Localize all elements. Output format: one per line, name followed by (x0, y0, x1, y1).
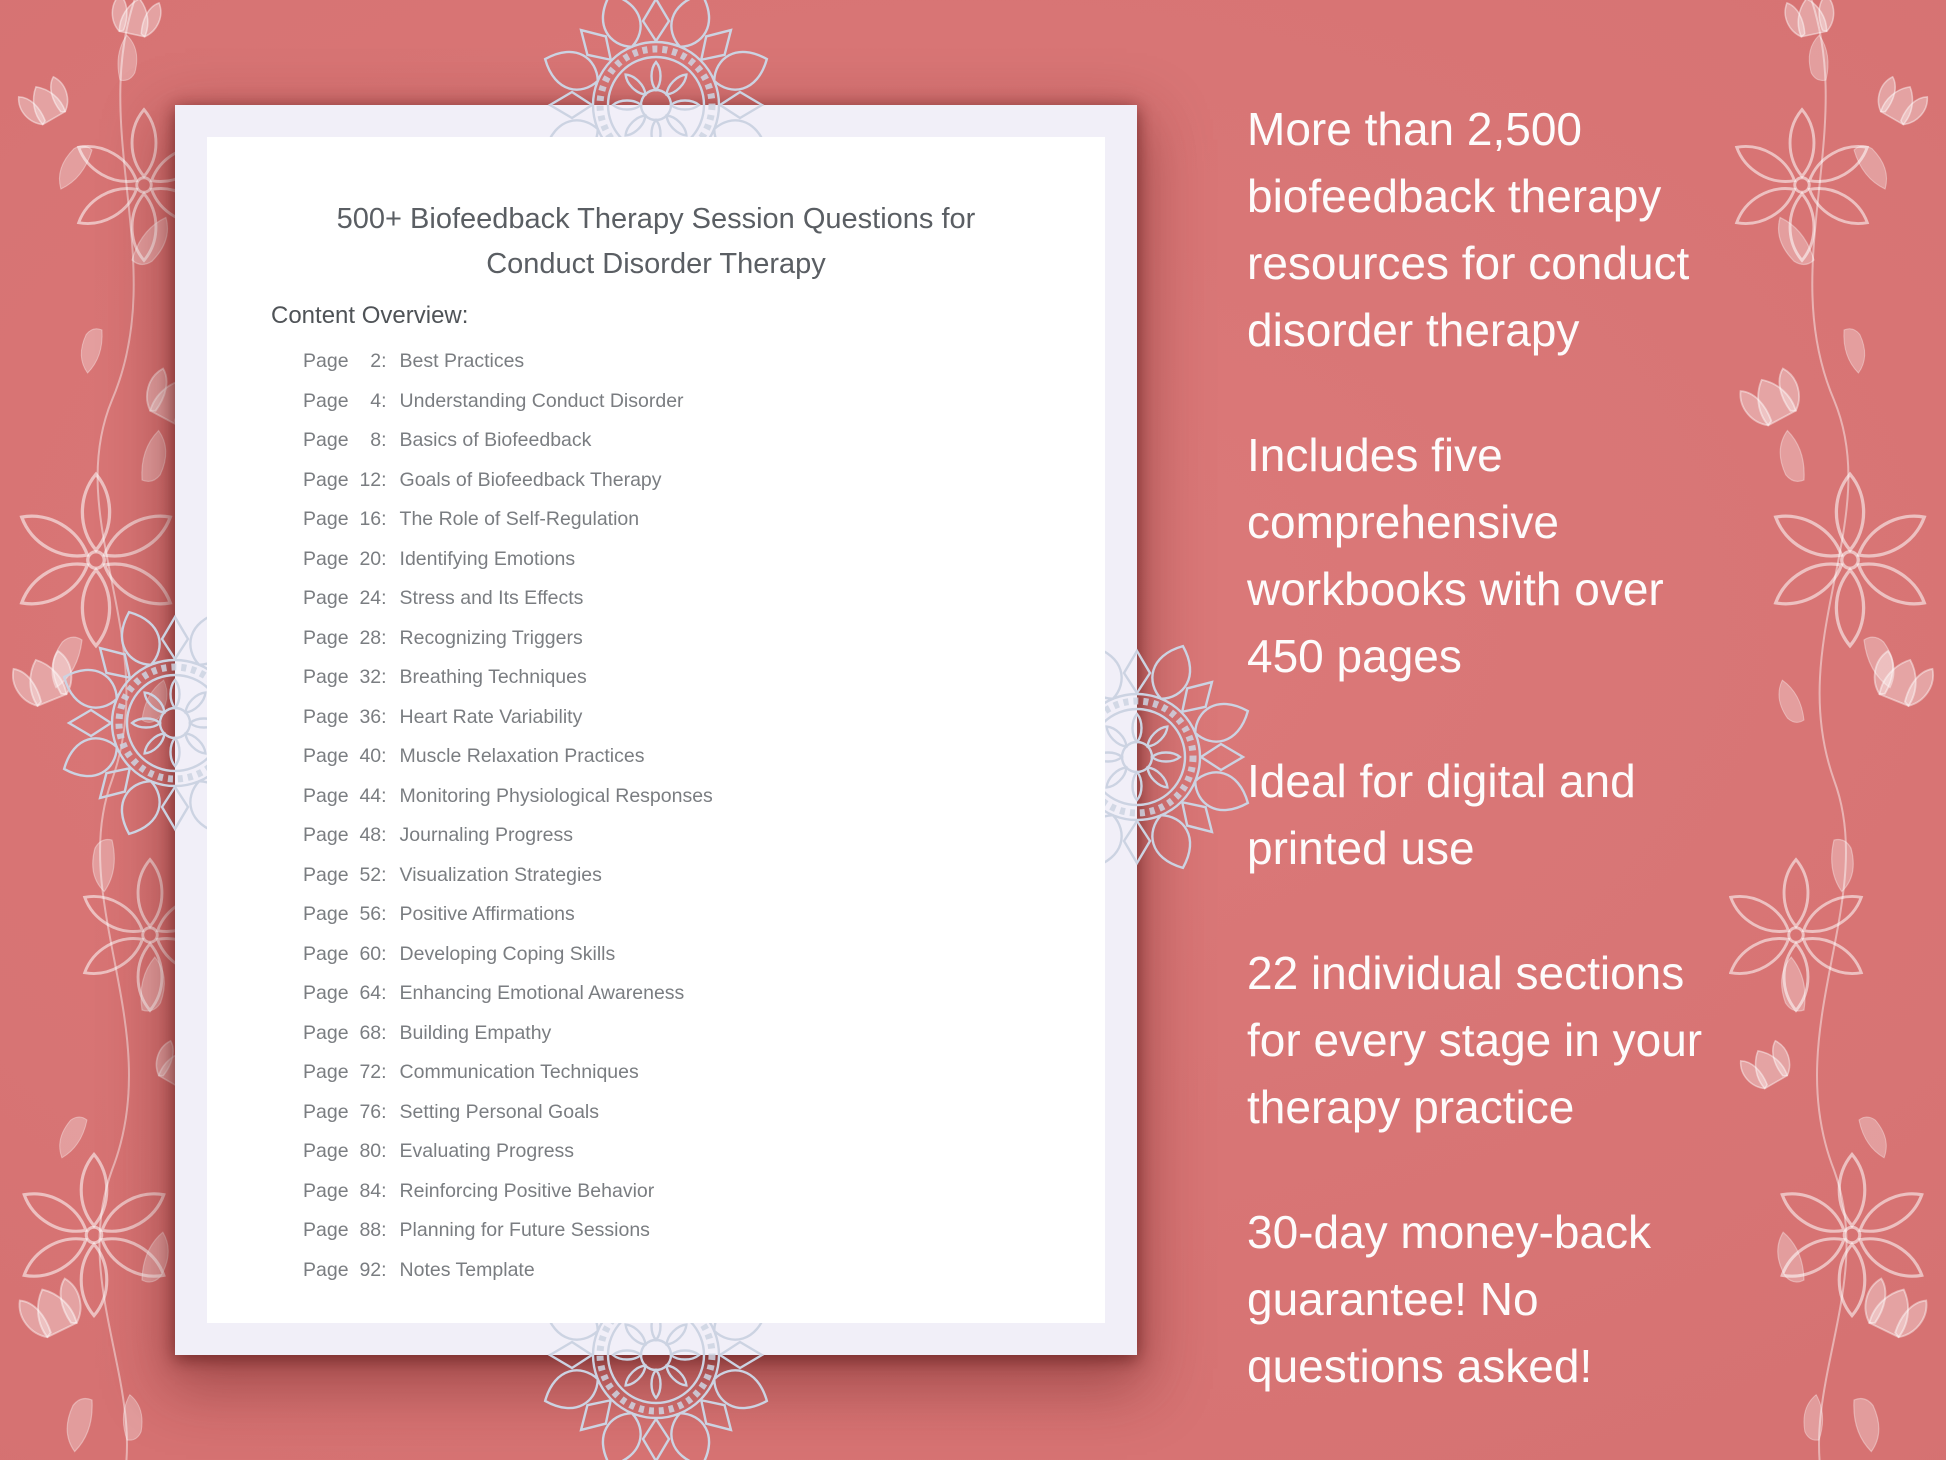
benefit-paragraph: Ideal for digital and printed use (1247, 755, 1636, 874)
document-preview (175, 105, 1137, 1355)
contents-item: Page 44: Monitoring Physiological Responses (303, 784, 713, 807)
contents-item: Page 72: Communication Techniques (303, 1061, 639, 1083)
benefit-paragraph: 22 individual sections for every stage in your therapy practice (1247, 947, 1703, 1133)
contents-item: Page 80: Evaluating Progress (303, 1140, 575, 1162)
contents-item: Page 40: Muscle Relaxation Practices (303, 745, 645, 767)
contents-item: Page 32: Breathing Techniques (303, 666, 587, 688)
contents-item: Page 84: Reinforcing Positive Behavior (303, 1179, 655, 1202)
contents-item: Page 56: Positive Affirmations (303, 903, 575, 925)
benefit-paragraph: 30-day money-back guarantee! No questions asked! (1247, 1206, 1651, 1392)
benefit-paragraph: Includes five comprehensive workbooks with over 450 pages (1247, 429, 1664, 682)
contents-item: Page 64: Enhancing Emotional Awareness (303, 982, 685, 1004)
contents-item: Page 88: Planning for Future Sessions (303, 1219, 650, 1241)
document-title-line1: 500+ Biofeedback Therapy Session Questions for (336, 203, 976, 235)
contents-item: Page 8: Basics of Biofeedback (303, 429, 592, 451)
contents-item: Page 60: Developing Coping Skills (303, 942, 616, 965)
contents-list (303, 350, 1105, 1298)
contents-heading: Content Overview: (271, 302, 469, 329)
contents-item: Page 2: Best Practices (303, 350, 525, 372)
contents-item: Page 24: Stress and Its Effects (303, 587, 584, 609)
contents-item: Page 76: Setting Personal Goals (303, 1100, 599, 1123)
contents-item: Page 48: Journaling Progress (303, 824, 573, 846)
contents-item: Page 20: Identifying Emotions (303, 547, 576, 570)
contents-item: Page 68: Building Empathy (303, 1021, 552, 1044)
contents-item: Page 28: Recognizing Triggers (303, 626, 583, 649)
contents-item: Page 16: The Role of Self-Regulation (303, 508, 640, 530)
contents-item: Page 92: Notes Template (303, 1258, 535, 1281)
contents-item: Page 52: Visualization Strategies (303, 863, 602, 886)
benefits-column (1247, 96, 1887, 1400)
contents-item: Page 12: Goals of Biofeedback Therapy (303, 468, 662, 491)
contents-item: Page 36: Heart Rate Variability (303, 705, 583, 728)
benefit-paragraph: More than 2,500 biofeedback therapy resources for conduct disorder therapy (1247, 103, 1690, 356)
contents-item: Page 4: Understanding Conduct Disorder (303, 389, 684, 412)
document-title-line2: Conduct Disorder Therapy (486, 248, 826, 280)
document-page (207, 137, 1105, 1323)
document-title (256, 197, 1056, 287)
